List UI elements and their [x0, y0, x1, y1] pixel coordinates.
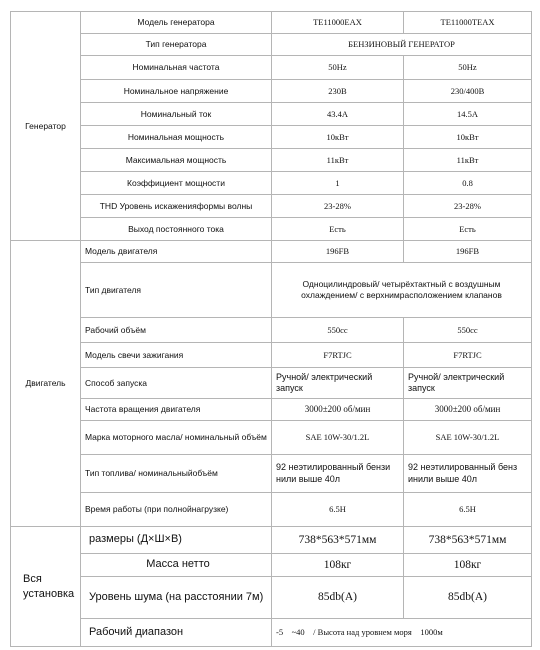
table-row	[11, 195, 532, 218]
value-cell: SAE 10W-30/1.2L	[272, 421, 404, 455]
row-label: Коэффициент мощности	[81, 172, 272, 195]
table-row	[11, 12, 532, 34]
row-label: Тип генератора	[81, 34, 272, 56]
value-cell: 23-28%	[404, 195, 532, 218]
row-label: Номинальный ток	[81, 103, 272, 126]
value-cell: 230/400В	[404, 80, 532, 103]
row-label: Способ запуска	[81, 368, 272, 399]
value-cell: 0.8	[404, 172, 532, 195]
table-row	[11, 399, 532, 421]
group-generator: Генератор	[11, 12, 81, 241]
row-label: Модель генератора	[81, 12, 272, 34]
table-row	[11, 493, 532, 527]
value-span-cell: Одноцилиндровый/ четырёхтактный с воздушным охлаждением/ с верхнимрасположением клапанов	[272, 263, 532, 318]
value-cell: TE11000TEAX	[404, 12, 532, 34]
row-label: Рабочий диапазон	[81, 619, 272, 647]
table-row	[11, 577, 532, 619]
value-cell: 43.4А	[272, 103, 404, 126]
table-row	[11, 368, 532, 399]
value-span-cell: -5 ~40 / Высота над уровнем моря 1000м	[272, 619, 532, 647]
row-label: Выход постоянного тока	[81, 218, 272, 241]
row-label: Номинальная мощность	[81, 126, 272, 149]
table-row	[11, 56, 532, 80]
value-cell: 3000±200 об/мин	[272, 399, 404, 421]
value-cell: 108кг	[272, 554, 404, 577]
value-cell: 550cc	[272, 318, 404, 343]
table-row	[11, 527, 532, 554]
table-row	[11, 126, 532, 149]
table-row	[11, 619, 532, 647]
value-cell: 550cc	[404, 318, 532, 343]
table-row	[11, 554, 532, 577]
value-cell: 738*563*571мм	[404, 527, 532, 554]
row-label: размеры (Д×Ш×В)	[81, 527, 272, 554]
table-row	[11, 241, 532, 263]
value-cell: 14.5А	[404, 103, 532, 126]
table-row	[11, 455, 532, 493]
row-label: Марка моторного масла/ номинальный объём	[81, 421, 272, 455]
row-label: Частота вращения двигателя	[81, 399, 272, 421]
table-row	[11, 103, 532, 126]
row-label: Тип топлива/ номинальныйобъём	[81, 455, 272, 493]
row-label: Уровень шума (на расстоянии 7м)	[81, 577, 272, 619]
value-cell: 50Hz	[272, 56, 404, 80]
value-cell: 85db(A)	[404, 577, 532, 619]
value-cell: 738*563*571мм	[272, 527, 404, 554]
row-label: Модель свечи зажигания	[81, 343, 272, 368]
value-cell: 92 неэтилированный бензи нили выше 40л	[272, 455, 404, 493]
value-cell: 230В	[272, 80, 404, 103]
table-row	[11, 218, 532, 241]
value-cell: F7RTJC	[272, 343, 404, 368]
table-row	[11, 421, 532, 455]
value-cell: 6.5H	[404, 493, 532, 527]
row-label: Максимальная мощность	[81, 149, 272, 172]
value-cell: 6.5H	[272, 493, 404, 527]
table-row	[11, 80, 532, 103]
value-cell: 50Hz	[404, 56, 532, 80]
table-row	[11, 34, 532, 56]
value-cell: 11кВт	[272, 149, 404, 172]
row-label: Номинальное напряжение	[81, 80, 272, 103]
group-unit: Вся установка	[11, 527, 81, 647]
table-row	[11, 172, 532, 195]
value-cell: Ручной/ электрический запуск	[404, 368, 532, 399]
value-cell: F7RTJC	[404, 343, 532, 368]
value-cell: 196FB	[404, 241, 532, 263]
row-label: Масса нетто	[81, 554, 272, 577]
value-cell: 85db(A)	[272, 577, 404, 619]
table-row	[11, 263, 532, 318]
table-row	[11, 149, 532, 172]
table-row	[11, 343, 532, 368]
value-cell: Ручной/ электрический запуск	[272, 368, 404, 399]
value-cell: 10кВт	[272, 126, 404, 149]
value-cell: TE11000EAX	[272, 12, 404, 34]
value-cell: Есть	[272, 218, 404, 241]
row-label: Время работы (при полнойнагрузке)	[81, 493, 272, 527]
value-cell: SAE 10W-30/1.2L	[404, 421, 532, 455]
value-cell: 23-28%	[272, 195, 404, 218]
value-cell: 108кг	[404, 554, 532, 577]
row-label: THD Уровень искаженияформы волны	[81, 195, 272, 218]
row-label: Номинальная частота	[81, 56, 272, 80]
group-engine: Двигатель	[11, 241, 81, 527]
value-cell: 10кВт	[404, 126, 532, 149]
row-label: Рабочий объём	[81, 318, 272, 343]
value-cell: 92 неэтилированный бенз инили выше 40л	[404, 455, 532, 493]
value-cell: 196FB	[272, 241, 404, 263]
value-cell: 1	[272, 172, 404, 195]
value-span-cell: БЕНЗИНОВЫЙ ГЕНЕРАТОР	[272, 34, 532, 56]
row-label: Тип двигателя	[81, 263, 272, 318]
value-cell: 11кВт	[404, 149, 532, 172]
spec-table	[10, 11, 532, 647]
value-cell: Есть	[404, 218, 532, 241]
row-label: Модель двигателя	[81, 241, 272, 263]
value-cell: 3000±200 об/мин	[404, 399, 532, 421]
table-row	[11, 318, 532, 343]
